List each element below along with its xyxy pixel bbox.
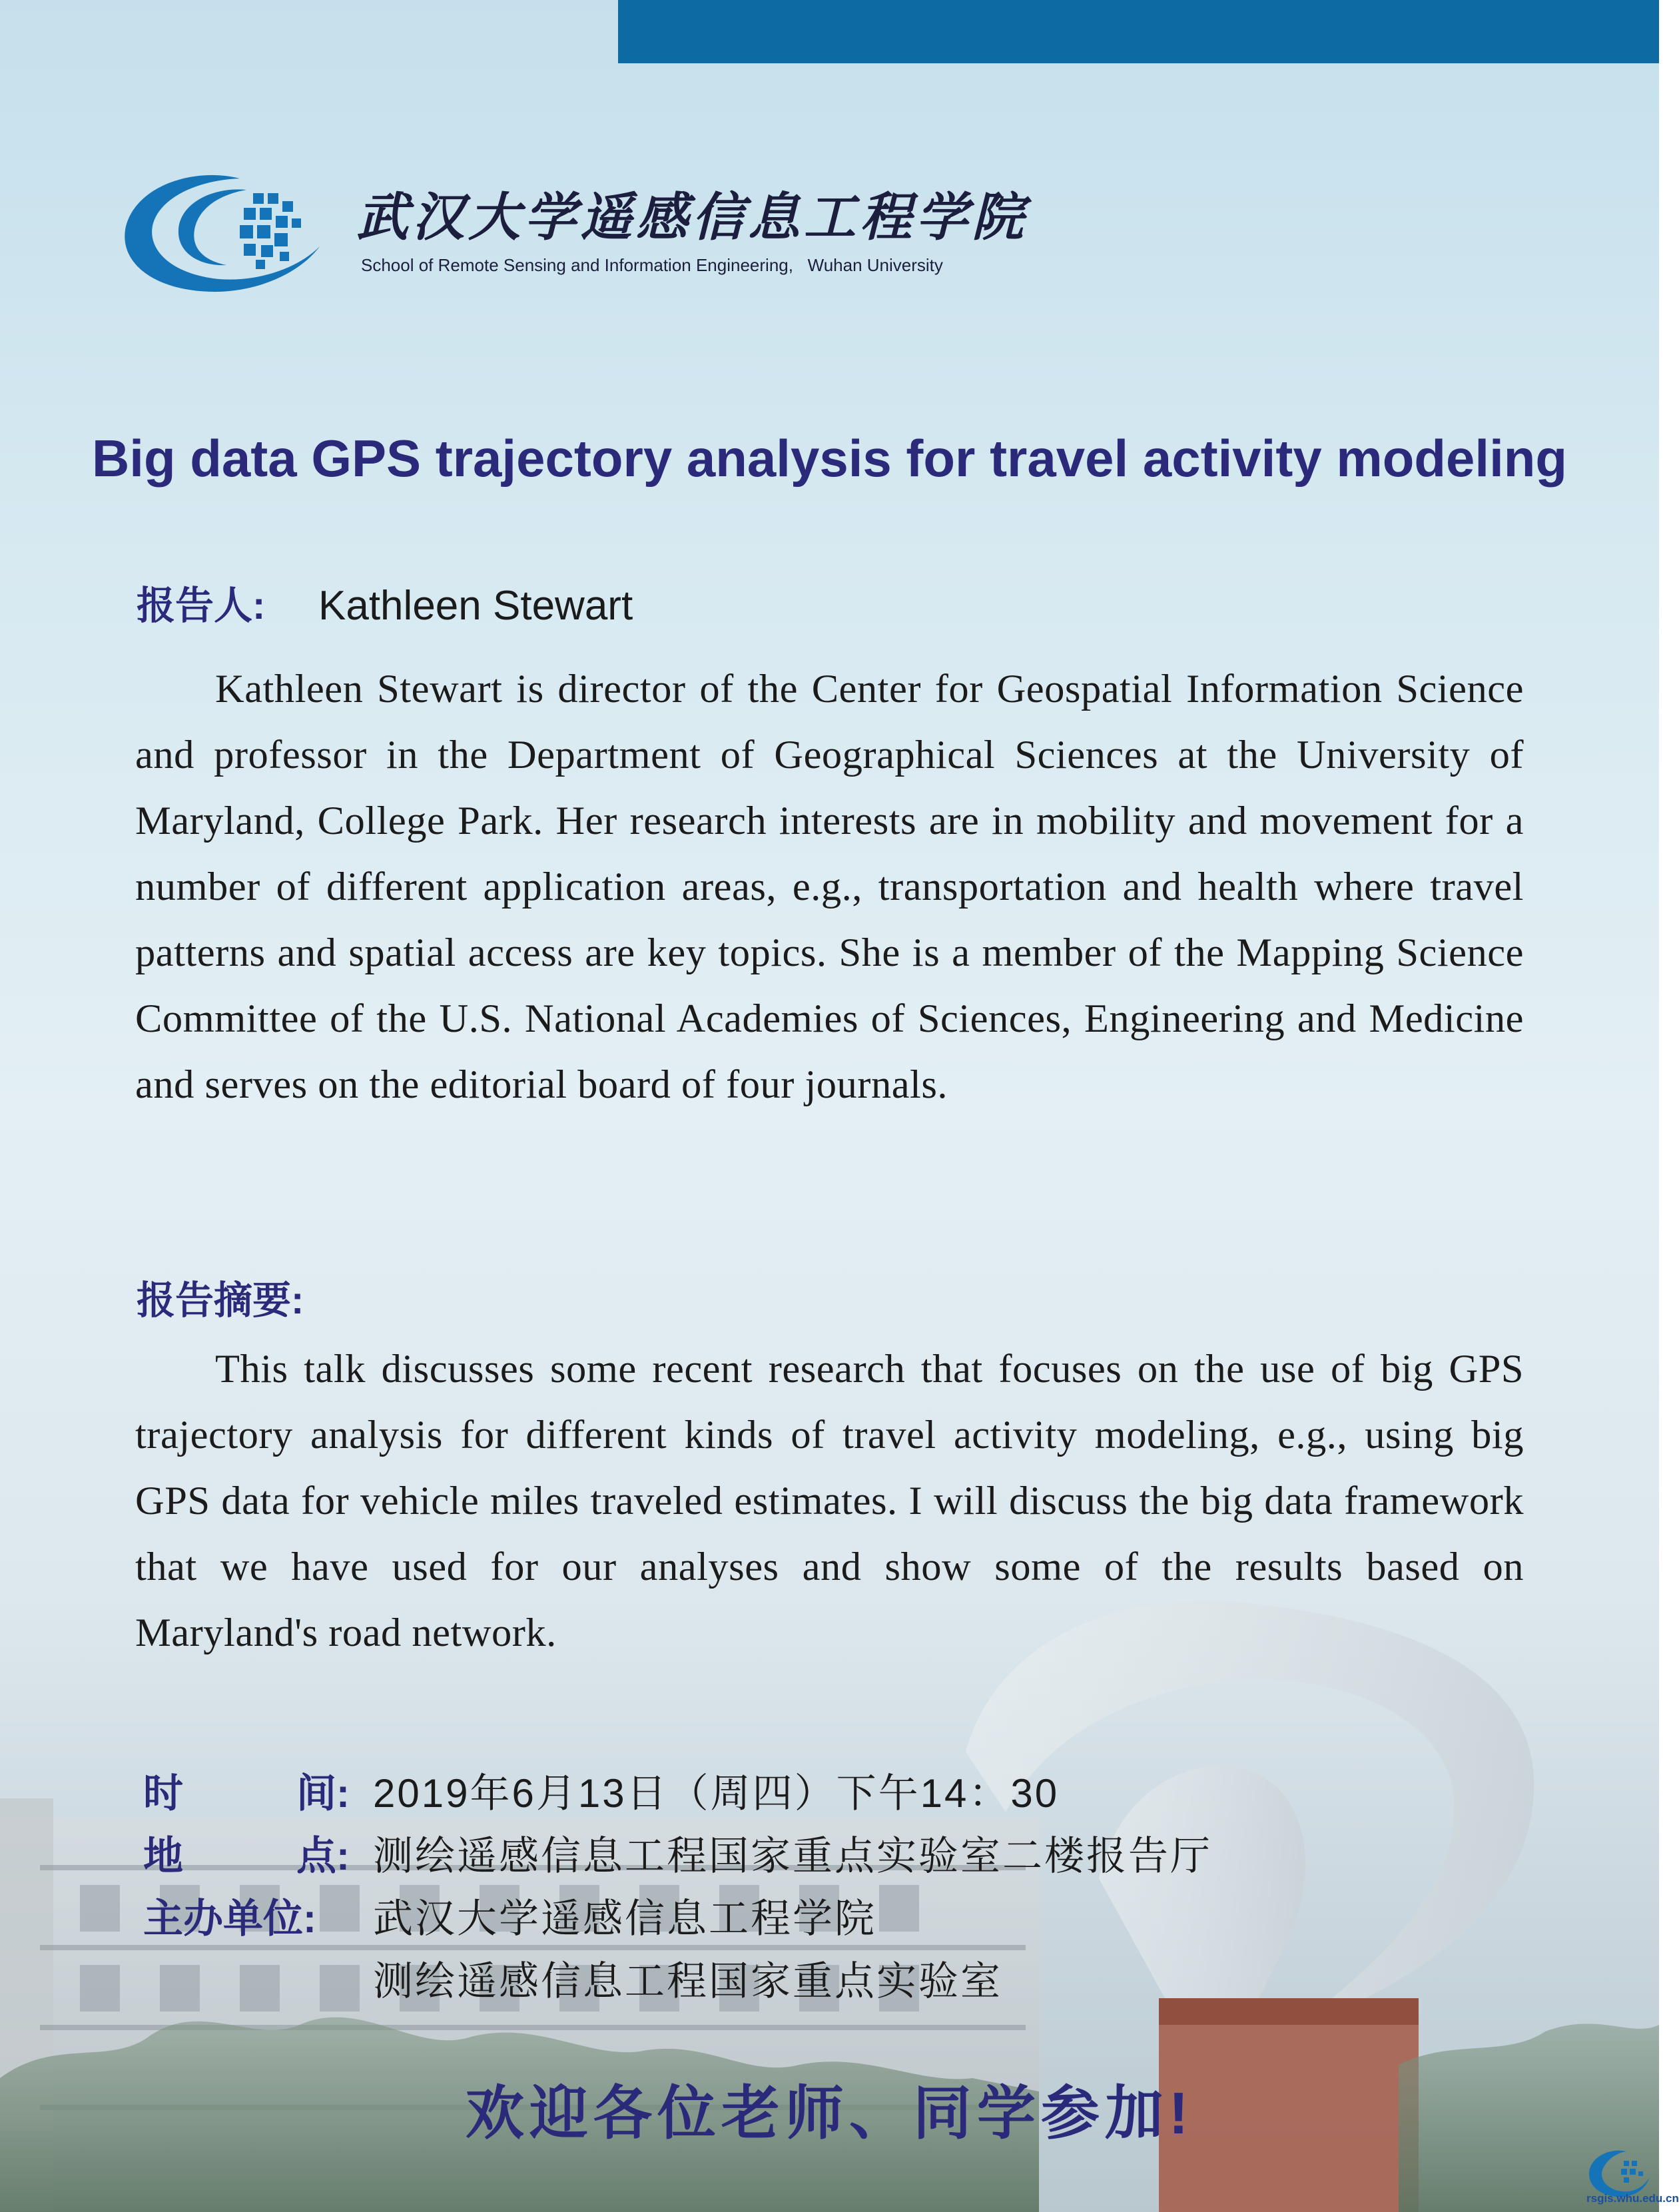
time-value: 2019年6月13日（周四）下午14：30 (373, 1771, 1060, 1816)
talk-title: Big data GPS trajectory analysis for travel activity modeling (91, 429, 1568, 488)
rsgis-logo-icon (120, 167, 326, 300)
welcome-message: 欢迎各位老师、同学参加! (465, 2080, 1194, 2146)
place-value: 测绘遥感信息工程国家重点实验室二楼报告厅 (373, 1834, 1212, 1878)
school-name-chinese: 武汉大学遥感信息工程学院 (356, 187, 1028, 248)
corner-url: rsgis.whu.edu.cn (1586, 2192, 1679, 2205)
speaker-label: 报告人: (137, 584, 266, 627)
speaker-bio: Kathleen Stewart is director of the Center for Geospatial Information Science and professor in the Department of Geographical Sciences at the University of Maryland, College Park. Her research interests are in mobility and movement for a number of different application areas, e.g., transportation and health where travel patterns and spatial access are key topics. She is a member of the Mapping Science Committee of the U.S. National Academies of Sciences, Engineering and Medicine and serves on the editorial board of four journals. (135, 667, 1524, 1107)
abstract-label: 报告摘要: (137, 1279, 304, 1322)
place-label: 地 点: (143, 1834, 350, 1878)
speaker-name: Kathleen Stewart (318, 583, 633, 629)
talk-abstract: This talk discusses some recent research that focuses on the use of big GPS trajectory analysis for different kinds of travel activity modeling, e.g., using big GPS data for vehicle miles traveled estimates. I will discuss the big data framework that we have used for our analyses and show some of the results based on Maryland's road network. (135, 1347, 1524, 1655)
host-value-2: 测绘遥感信息工程国家重点实验室 (373, 1959, 1002, 2004)
top-accent-bar (618, 0, 1659, 63)
host-value-1: 武汉大学遥感信息工程学院 (373, 1896, 876, 1941)
time-label: 时 间: (143, 1771, 350, 1816)
school-name-english: School of Remote Sensing and Information Engineering, Wuhan University (361, 255, 943, 275)
host-label: 主办单位: (143, 1896, 316, 1941)
